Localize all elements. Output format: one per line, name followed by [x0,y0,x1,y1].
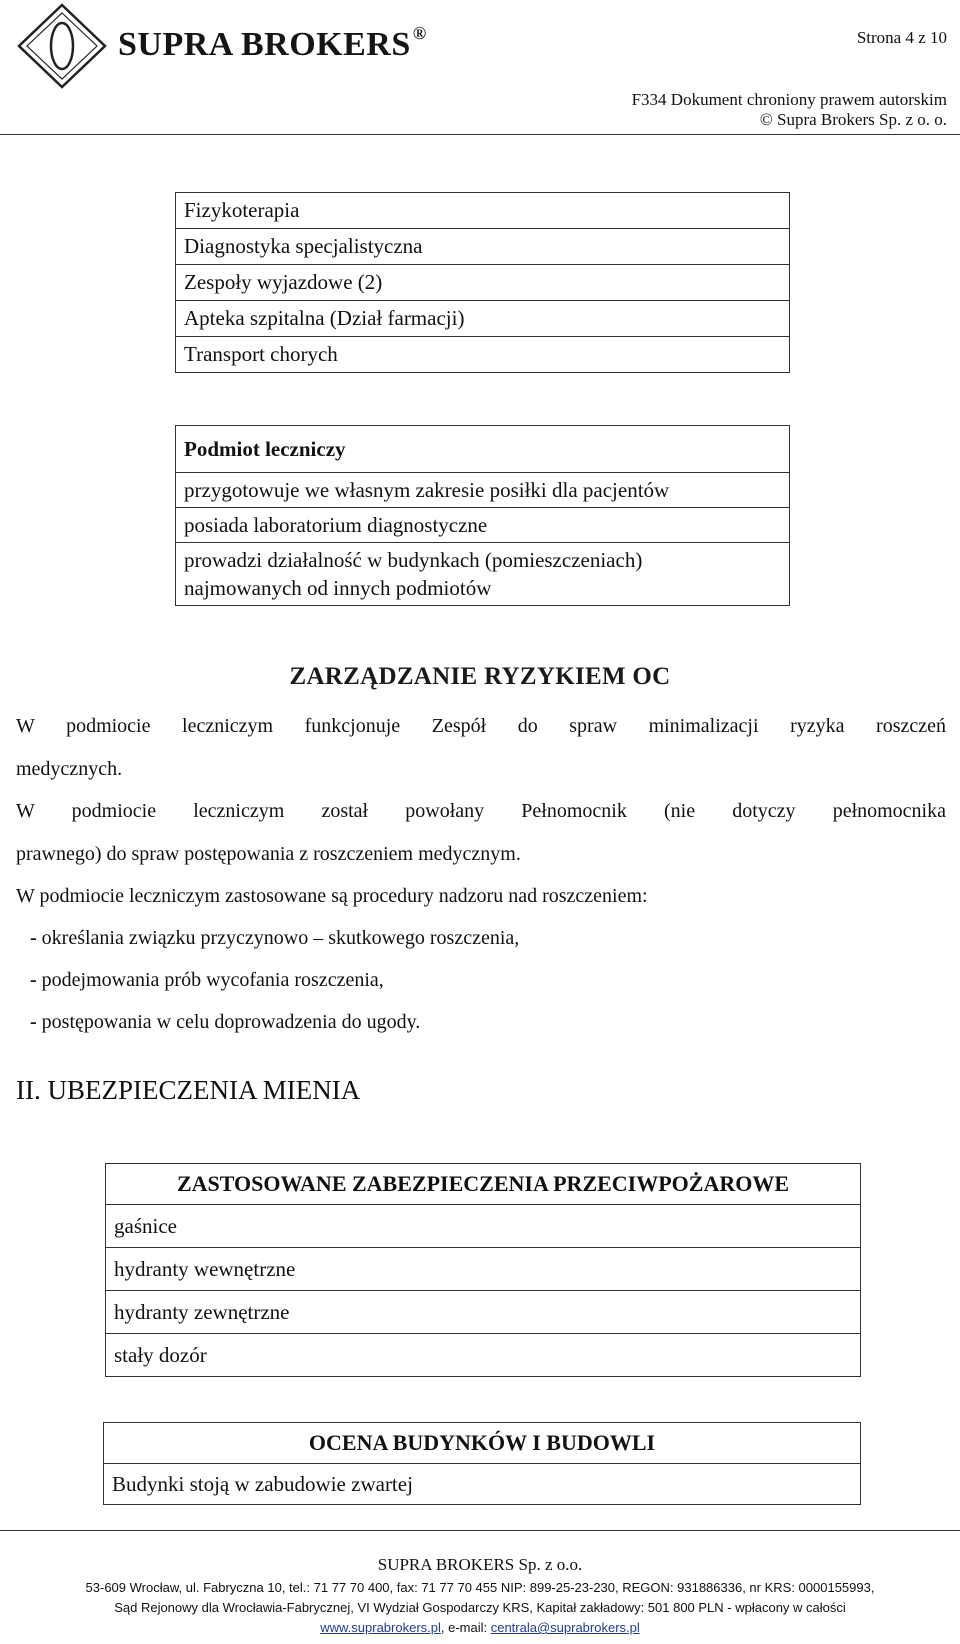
table-row: hydranty zewnętrzne [106,1291,860,1334]
section-title-risk: ZARZĄDZANIE RYZYKIEM OC [289,663,671,690]
email-label: , e-mail: [440,1620,491,1635]
risk-paragraph-1-line-1: W podmiocie leczniczym funkcjonuje Zespół do spraw minimalizacji ryzyka roszczeń [16,715,946,737]
table-row-line: prowadzi działalność w budynkach (pomieszczeniach) [184,548,643,572]
table-heading: Podmiot leczniczy [176,426,789,473]
table-row: Zespoły wyjazdowe (2) [176,265,789,301]
registered-mark: ® [412,22,427,43]
fire-protection-table [105,1163,861,1377]
website-link[interactable]: www.suprabrokers.pl [320,1620,441,1635]
bullet-mark: - [30,1011,37,1033]
building-assessment-table [103,1422,861,1505]
table-row [176,543,789,605]
table-heading: ZASTOSOWANE ZABEZPIECZENIA PRZECIWPOŻAROWE [106,1164,860,1205]
units-table [175,192,790,373]
footer-address: 53-609 Wrocław, ul. Fabryczna 10, tel.: 71 77 70 400, fax: 71 77 70 455 NIP: 899-25-23-230, REGON: 931886336, nr KRS: 0000155993, [85,1580,875,1595]
copyright-notice: © Supra Brokers Sp. z o. o. [759,110,947,129]
bullet-mark: - [30,927,37,949]
table-row: Fizykoterapia [176,193,789,229]
table-heading: OCENA BUDYNKÓW I BUDOWLI [104,1423,860,1464]
risk-paragraph-2-line-1: W podmiocie leczniczym został powołany Pełnomocnik (nie dotyczy pełnomocnika [16,800,946,822]
table-row: hydranty wewnętrzne [106,1248,860,1291]
bullet-mark: - [30,969,37,991]
email-link[interactable]: centrala@suprabrokers.pl [490,1620,640,1635]
brand-name: SUPRA BROKERS ® [118,22,427,63]
table-row-line: najmowanych od innych podmiotów [184,576,492,600]
table-row: Transport chorych [184,342,338,366]
page-number: Strona 4 z 10 [856,28,947,47]
risk-paragraph-3: W podmiocie leczniczym zastosowane są procedury nadzoru nad roszczeniem: [16,885,648,907]
footer-contact [0,1620,960,1635]
supra-brokers-logo-icon [16,2,108,90]
risk-paragraph-1-line-2: medycznych. [16,758,123,780]
entity-table [175,425,790,606]
footer-company: SUPRA BROKERS Sp. z o.o. [377,1555,583,1574]
footer-divider [0,1530,960,1531]
header-divider [0,134,960,135]
table-row: Apteka szpitalna (Dział farmacji) [176,301,789,337]
table-row: stały dozór [114,1343,207,1367]
footer-court-registration: Sąd Rejonowy dla Wrocławia-Fabrycznej, VI Wydział Gospodarczy KRS, Kapitał zakładowy: 501 800 PLN - wpłacony w całości [114,1600,846,1615]
risk-paragraph-2-line-2: prawnego) do spraw postępowania z roszczeniem medycznym. [16,843,521,865]
list-item: - określania związku przyczynowo – skutkowego roszczenia, [30,927,520,949]
table-row: posiada laboratorium diagnostyczne [176,508,789,543]
list-item: - postępowania w celu doprowadzenia do ugody. [30,1011,421,1033]
section-title-property: II. UBEZPIECZENIA MIENIA [16,1075,361,1105]
list-item: - podejmowania prób wycofania roszczenia, [30,969,384,991]
table-row: przygotowuje we własnym zakresie posiłki dla pacjentów [176,473,789,508]
table-row: Diagnostyka specjalistyczna [176,229,789,265]
table-row: Budynki stoją w zabudowie zwartej [112,1472,413,1496]
table-row: gaśnice [106,1205,860,1248]
document-id: F334 Dokument chroniony prawem autorskim [631,90,947,109]
